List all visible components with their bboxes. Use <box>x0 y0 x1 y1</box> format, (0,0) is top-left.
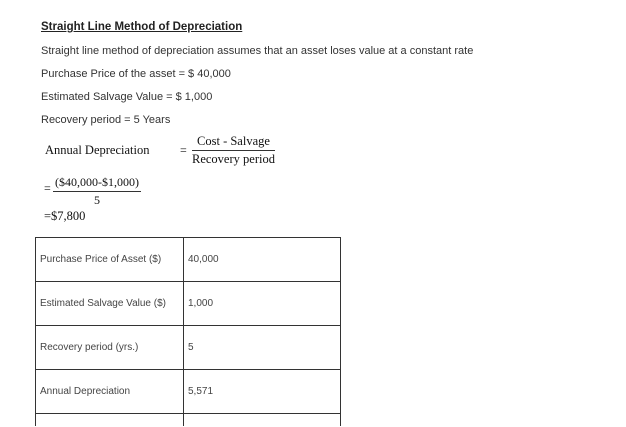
row-value: 40,000 <box>184 238 341 282</box>
formula-equals: = <box>180 143 187 157</box>
recovery-period-line: Recovery period = 5 Years <box>41 114 171 126</box>
empty-cell <box>36 414 184 427</box>
section-heading: Straight Line Method of Depreciation <box>41 21 243 33</box>
row-label: Annual Depreciation <box>36 370 184 414</box>
depreciation-table <box>35 237 341 426</box>
calc-result: =$7,800 <box>44 209 86 223</box>
formula-fraction <box>192 134 275 167</box>
salvage-value-line: Estimated Salvage Value = $ 1,000 <box>41 91 213 103</box>
purchase-price-line: Purchase Price of the asset = $ 40,000 <box>41 68 231 80</box>
table-row <box>36 238 341 282</box>
formula-numerator: Cost - Salvage <box>197 134 270 148</box>
row-label: Purchase Price of Asset ($) <box>36 238 184 282</box>
table-row <box>36 370 341 414</box>
table-row <box>36 326 341 370</box>
table-row-partial <box>36 414 341 427</box>
intro-text: Straight line method of depreciation assumes that an asset loses value at a constant rate <box>41 45 474 57</box>
row-value: 1,000 <box>184 282 341 326</box>
empty-cell <box>184 414 341 427</box>
row-value: 5,571 <box>184 370 341 414</box>
formula-label: Annual Depreciation <box>45 143 150 157</box>
formula-denominator: Recovery period <box>192 152 275 166</box>
calc-denominator: 5 <box>94 193 100 207</box>
calc-numerator: ($40,000-$1,000) <box>55 175 139 189</box>
calc-equals: = <box>44 181 51 195</box>
row-label: Recovery period (yrs.) <box>36 326 184 370</box>
calc-fraction <box>53 175 141 208</box>
table-row <box>36 282 341 326</box>
row-label: Estimated Salvage Value ($) <box>36 282 184 326</box>
row-value: 5 <box>184 326 341 370</box>
